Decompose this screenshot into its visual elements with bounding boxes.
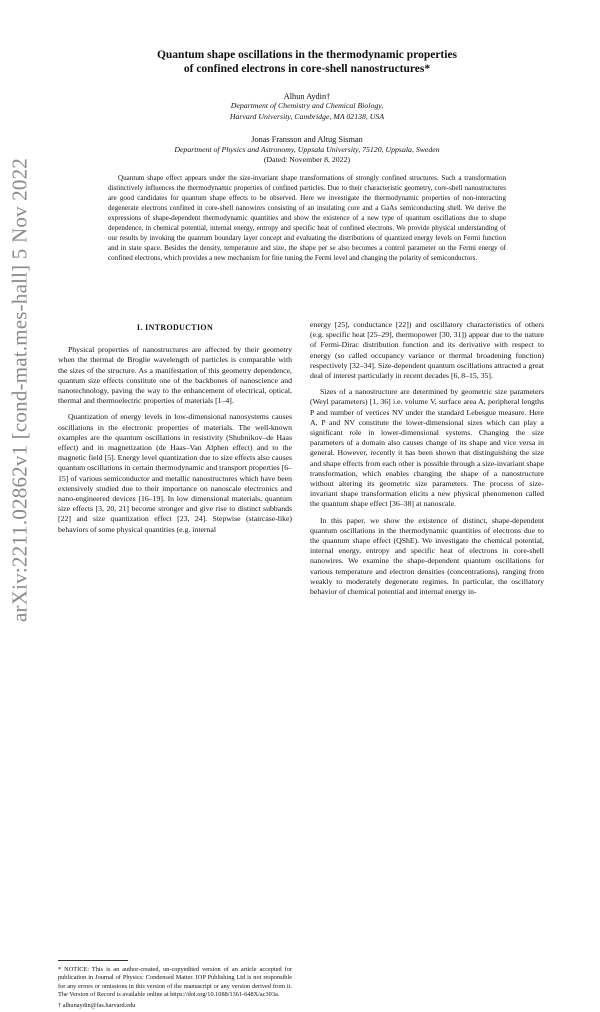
footnote-notice: * NOTICE: This is an author-created, un-copyedited version of an article accepted for publication in Journal of Physics: Condensed Matter. IOP Publishing Ltd is not responsible for any errors or omissions in this version of the manuscript or any version derived from it. The Version of Record is available online at https://doi.org/10.1088/1361-648X/ac303a. [58,966,292,999]
body-paragraph: Physical properties of nanostructures are affected by their geometry when the thermal de Broglie wavelength of particles is comparable with the sizes of the structure. As a manifestation of this geometry dependence, quantum size effects constitute one of the backbones of nanoscience and nanotechnology, paving the way to the enhancement of electrical, optical, thermal and thermoelectric properties of materials [1–4]. [58,345,292,406]
footnotes [58,960,292,1012]
right-column [310,320,544,603]
body-paragraph: Sizes of a nanostructure are determined by geometric size parameters (Weyl parameters) [1, 36] i.e. volume V, surface area A, peripheral lengths P and number of vertices NV under the standard Lebesgue measure. Here A, P and NV constitute the lower-dimensional sizes which can play a significant role in lower-dimensional systems. Changing the size parameters of a domain also causes change of its shape and vice versa in general. However, recently it has been shown that distinguishing the size and shape effects from each other is possible through a size-invariant shape transformation, which enables changing the shape of a nanostructure without altering its geometric size parameters. The process of size-invariant shape transformation elicits a new physical phenomenon called the quantum shape effect [36–38] at nanoscale. [310,387,544,509]
arxiv-identifier [4,158,36,622]
author-name: Alhun Aydin† [283,92,331,101]
coauthor-affiliation: Department of Physics and Astronomy, Uppsala University, 75120, Uppsala, Sweden [174,145,440,154]
title-line-2: of confined electrons in core-shell nanostructures* [183,63,431,75]
body-paragraph: In this paper, we show the existence of distinct, shape-dependent quantum oscillations in the thermodynamic quantities of electrons due to the quantum shape effect (QShE). We investigate the chemical potential, internal energy, entropy and specific heat of electrons in core-shell nanowires. We examine the shape-dependent quantum oscillations for various temperature and electron densities (concentrations), ranging from weakly to moderately degenerate regimes. In particular, the oscillatory behavior of chemical potential and internal energy in- [310,515,544,597]
body-paragraph: energy [25], conductance [22]) and oscillatory characteristics of others (e.g. specific heat [25–29], thermopower [30, 31]) appear due to the nature of Fermi-Dirac distribution function and its derivative with respect to energy (so called occupancy variance or thermal broadening function) respectively [32–34]. Size-dependent quantum oscillations attracted a great deal of interest particularly in recent decades [6, 8–15, 35]. [310,320,544,381]
author-affiliation [127,101,487,122]
body-paragraph: Quantization of energy levels in low-dimensional nanosystems causes oscillations in the electronic properties of materials. The well-known examples are the quantum oscillations in resistivity (Shubnikov–de Haas effect) and in magnetization (de Haas–Van Alphen effect) and to the magnetic field [5]. Energy level quantization due to size effects also causes quantum oscillations in certain thermodynamic and transport properties [6–15] of various semiconductor and metallic nanostructures which have been extensively studied due to their importance on nanoscale electronics and nano-engineered devices [16–19]. In low dimensional materials, quantum size effects [3, 20, 21] become stronger and give rise to distinct subbands [22] and size quantization effect [23, 24]. Stepwise (staircase-like) behaviors of some physical quantities (e.g. internal [58,412,292,534]
arxiv-identifier-text: arXiv:2211.02862v1 [cond-mat.mes-hall] 5 Nov 2022 [7,158,32,622]
footnote-rule [58,960,128,961]
abstract: Quantum shape effect appears under the size-invariant shape transformations of strongly confined structures. Such a transformation distinctively influences the thermodynamic properties of confined particles. Due to their characteristic geometry, core-shell nanostructures are good candidates for quantum shape effects to be observed. Here we investigate the thermodynamic properties of non-interacting degenerate electrons confined in core-shell nanowires consisting of an insulating core and a GaAs semiconducting shell. We derive the expressions of shape-dependent thermodynamic quantities and show the existence of a new type of quantum oscillations due to shape dependence, in chemical potential, internal energy, entropy and specific heat of confined electrons. We provide physical understanding of our results by invoking the quantum boundary layer concept and evaluating the distributions of quantized energy levels on Fermi function and in state space. Besides the density, temperature and size, the shape per se also becomes a control parameter on the Fermi energy of confined electrons, which provides a new mechanism for fine tuning the Fermi level and changing the polarity of semiconductors. [108,174,506,263]
affiliation-line-1: Department of Chemistry and Chemical Biology, [230,101,384,110]
paper-title [97,48,517,76]
footnote-email: † alhunaydin@fas.harvard.edu [58,1001,136,1009]
paper-page [58,48,556,1009]
title-line-1: Quantum shape oscillations in the thermodynamic properties [156,49,458,61]
paper-date: (Dated: November 8, 2022) [263,155,351,164]
left-column [58,320,292,541]
section-heading: I. INTRODUCTION [136,323,214,332]
coauthors: Jonas Fransson and Altug Sisman [251,135,363,144]
affiliation-line-2: Harvard University, Cambridge, MA 02138, USA [229,111,385,121]
